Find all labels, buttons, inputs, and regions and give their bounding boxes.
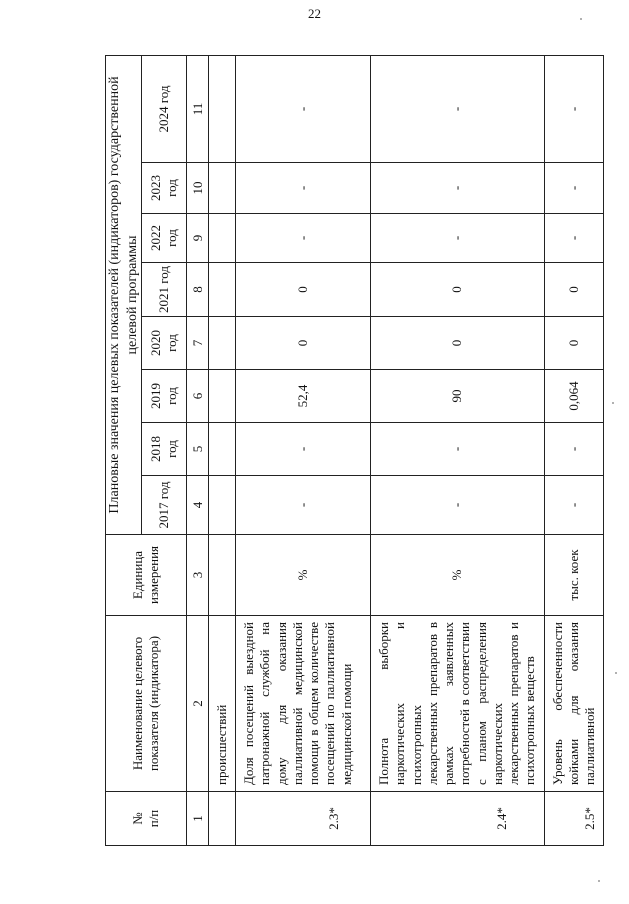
value-2022: -: [544, 214, 604, 263]
indicator-table: [105, 55, 604, 846]
value-2019: 0,064: [544, 370, 604, 423]
column-number: 1: [187, 792, 209, 846]
value-2024: -: [236, 55, 371, 162]
header-year: 2020 год: [142, 317, 187, 370]
value-2019: 90: [371, 370, 545, 423]
carry-over-text: происшествий: [209, 616, 236, 792]
value-2019: 52,4: [236, 370, 371, 423]
table-cell: [209, 55, 236, 162]
column-number: 9: [187, 214, 209, 263]
table-cell: [209, 370, 236, 423]
table-row: [371, 55, 545, 845]
header-year: 2024 год: [142, 55, 187, 162]
indicator-name: Уровень обеспеченности койками для оказания паллиативной: [544, 616, 604, 792]
column-number: 8: [187, 263, 209, 317]
header-year: 2019 год: [142, 370, 187, 423]
column-number: 11: [187, 55, 209, 162]
column-number: 10: [187, 163, 209, 214]
page-number: 22: [308, 6, 321, 21]
unit: %: [236, 535, 371, 616]
value-2017: -: [371, 476, 545, 535]
column-number: 5: [187, 423, 209, 476]
table-cell: [209, 214, 236, 263]
header-year: 2021 год: [142, 263, 187, 317]
header-year: 2023 год: [142, 163, 187, 214]
table-row: [236, 55, 371, 845]
value-2020: 0: [371, 317, 545, 370]
table-cell: [209, 792, 236, 846]
row-number: 2.3*: [236, 792, 371, 846]
value-2021: 0: [236, 263, 371, 317]
scan-speck: [580, 18, 582, 20]
column-number: 2: [187, 616, 209, 792]
header-name: Наименование целевого показателя (индикатора): [106, 616, 187, 792]
row-number: 2.4*: [371, 792, 545, 846]
scan-speck: [615, 672, 617, 674]
value-2024: -: [371, 55, 545, 162]
value-2018: -: [544, 423, 604, 476]
value-2024: -: [544, 55, 604, 162]
value-2020: 0: [544, 317, 604, 370]
indicator-name: Полнота выборки наркотических и психотропных лекарственных препаратов в рамках заявленных потребностей в соответствии с планом распределения наркотических лекарственных препаратов и психотропных веществ: [371, 616, 545, 792]
rotated-table-wrapper: [105, 56, 597, 846]
header-num: № п/п: [106, 792, 187, 846]
value-2018: -: [371, 423, 545, 476]
header-year: 2022 год: [142, 214, 187, 263]
unit: %: [371, 535, 545, 616]
indicator-name: Доля посещений выездной патронажной службой на дому для оказания паллиативной медицинской помощи в общем количестве посещений по паллиативной медицинской помощи: [236, 616, 371, 792]
row-number: 2.5*: [544, 792, 604, 846]
column-number: 7: [187, 317, 209, 370]
value-2023: -: [371, 163, 545, 214]
table-row: [544, 55, 604, 845]
table-cell: [209, 423, 236, 476]
scan-speck: [612, 402, 614, 404]
header-year: 2017 год: [142, 476, 187, 535]
value-2022: -: [236, 214, 371, 263]
header-unit: Единица измерения: [106, 535, 187, 616]
header-group: Плановые значения целевых показателей (индикаторов) государственной целевой программы: [106, 55, 142, 534]
unit: тыс. коек: [544, 535, 604, 616]
table-cell: [209, 535, 236, 616]
column-number: 6: [187, 370, 209, 423]
value-2022: -: [371, 214, 545, 263]
value-2018: -: [236, 423, 371, 476]
column-number: 3: [187, 535, 209, 616]
table-cell: [209, 163, 236, 214]
column-number: 4: [187, 476, 209, 535]
value-2020: 0: [236, 317, 371, 370]
value-2021: 0: [544, 263, 604, 317]
value-2017: -: [544, 476, 604, 535]
value-2021: 0: [371, 263, 545, 317]
value-2023: -: [544, 163, 604, 214]
value-2023: -: [236, 163, 371, 214]
table-cell: [209, 263, 236, 317]
table-cell: [209, 317, 236, 370]
header-year: 2018 год: [142, 423, 187, 476]
scan-speck: [598, 880, 600, 882]
value-2017: -: [236, 476, 371, 535]
table-cell: [209, 476, 236, 535]
